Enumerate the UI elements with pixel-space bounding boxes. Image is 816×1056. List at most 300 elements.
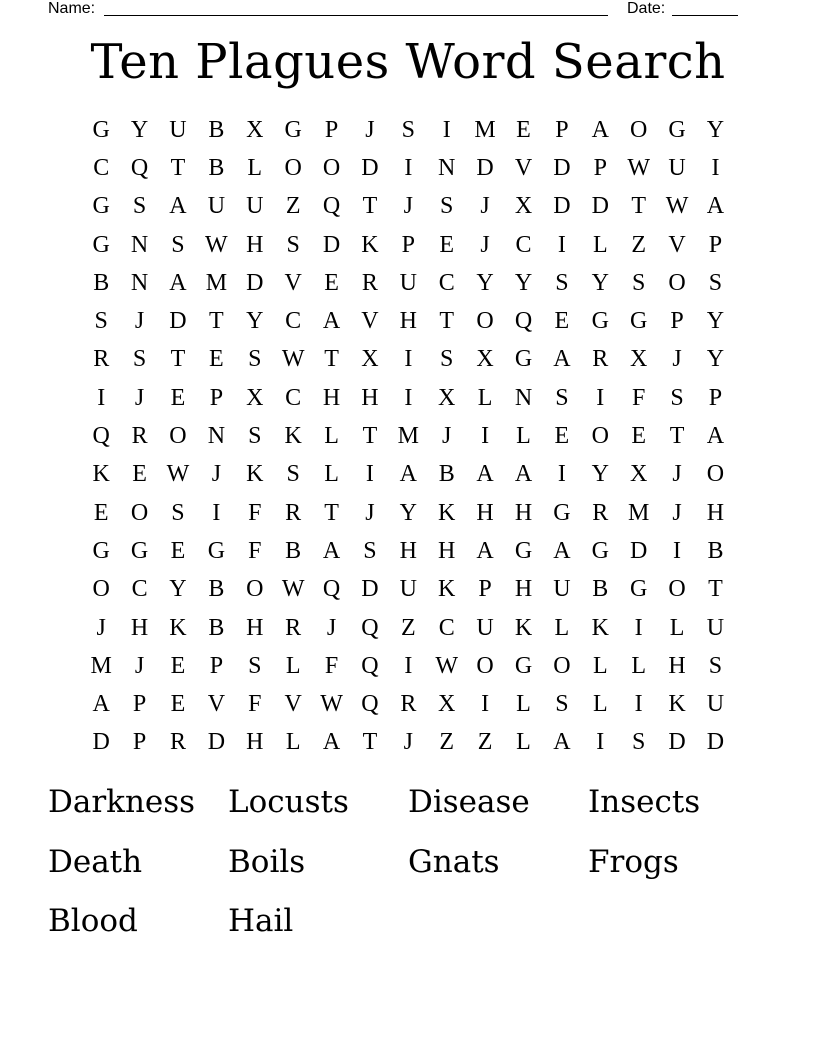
grid-letter: I bbox=[711, 154, 720, 181]
grid-letter: A bbox=[553, 346, 571, 373]
grid-letter: E bbox=[516, 116, 531, 143]
grid-letter: Y bbox=[706, 308, 725, 335]
grid-letter: E bbox=[631, 423, 646, 450]
grid-letter: R bbox=[285, 499, 302, 526]
grid-letter: L bbox=[554, 614, 570, 641]
grid-letter: I bbox=[404, 384, 413, 411]
grid-letter: A bbox=[92, 691, 110, 718]
grid-letter: G bbox=[553, 499, 571, 526]
grid-letter: A bbox=[322, 729, 341, 756]
grid-letter: H bbox=[246, 231, 264, 258]
grid-letter: C bbox=[93, 154, 110, 181]
grid-letter: O bbox=[92, 576, 110, 603]
grid-letter: X bbox=[246, 116, 264, 143]
grid-letter: E bbox=[209, 346, 224, 373]
grid-letter: U bbox=[169, 116, 187, 143]
grid-letter: D bbox=[169, 308, 187, 335]
date-label: Date: bbox=[627, 0, 666, 17]
grid-letter: J bbox=[672, 346, 682, 373]
grid-letter: U bbox=[207, 193, 226, 220]
grid-letter: T bbox=[209, 308, 224, 335]
grid-letter: O bbox=[476, 652, 494, 679]
grid-letter: H bbox=[361, 384, 379, 411]
grid-letter: C bbox=[285, 308, 302, 335]
grid-letter: F bbox=[631, 384, 646, 411]
grid-letter: B bbox=[438, 461, 455, 488]
grid-letter: A bbox=[706, 193, 725, 220]
grid-letter: H bbox=[399, 537, 417, 564]
grid-letter: S bbox=[401, 116, 415, 143]
grid-letter: X bbox=[629, 461, 648, 488]
grid-letter: S bbox=[171, 231, 185, 258]
letter-grid bbox=[82, 111, 735, 762]
grid-letter: S bbox=[631, 269, 646, 296]
grid-letter: Z bbox=[439, 729, 455, 756]
grid-letter: D bbox=[706, 729, 725, 756]
grid-letter: L bbox=[631, 652, 646, 679]
grid-letter: V bbox=[361, 308, 379, 335]
grid-letter: T bbox=[708, 576, 723, 603]
grid-letter: O bbox=[322, 154, 341, 181]
grid-letter: I bbox=[404, 154, 413, 181]
grid-letter: G bbox=[92, 193, 110, 220]
grid-letter: E bbox=[170, 652, 186, 679]
grid-letter: I bbox=[557, 461, 566, 488]
grid-letter: K bbox=[668, 691, 686, 718]
grid-letter: L bbox=[285, 729, 301, 756]
grid-letter: D bbox=[246, 269, 264, 296]
grid-letter: W bbox=[320, 691, 343, 718]
grid-letter: S bbox=[440, 346, 454, 373]
word-list bbox=[48, 780, 768, 959]
grid-letter: D bbox=[207, 729, 226, 756]
grid-letter: L bbox=[592, 231, 608, 258]
word-list-item: Gnats bbox=[408, 843, 500, 880]
grid-letter: D bbox=[92, 729, 110, 756]
grid-letter: O bbox=[284, 154, 302, 181]
grid-letter: E bbox=[132, 461, 147, 488]
grid-letter: N bbox=[514, 384, 533, 411]
word-list-item: Locusts bbox=[228, 784, 349, 820]
grid-letter: Q bbox=[92, 423, 110, 450]
grid-letter: Y bbox=[591, 461, 609, 488]
grid-letter: S bbox=[555, 691, 569, 718]
grid-letter: G bbox=[514, 346, 533, 373]
grid-letter: I bbox=[596, 729, 605, 756]
grid-letter: G bbox=[591, 308, 609, 335]
grid-letter: Z bbox=[400, 614, 416, 641]
grid-letter: L bbox=[477, 384, 493, 411]
grid-letter: R bbox=[592, 499, 609, 526]
grid-letter: U bbox=[553, 576, 571, 603]
grid-letter: H bbox=[668, 652, 686, 679]
grid-letter: P bbox=[209, 384, 224, 411]
grid-letter: H bbox=[322, 384, 341, 411]
grid-letter: W bbox=[166, 461, 190, 488]
grid-letter: K bbox=[92, 461, 110, 488]
grid-letter: D bbox=[668, 729, 686, 756]
grid-letter: Z bbox=[631, 231, 646, 258]
grid-letter: S bbox=[708, 269, 723, 296]
grid-letter: L bbox=[285, 652, 301, 679]
grid-letter: W bbox=[205, 231, 228, 258]
grid-letter: B bbox=[707, 537, 724, 564]
word-list-item: Insects bbox=[588, 784, 701, 820]
grid-letter: J bbox=[672, 461, 682, 488]
grid-letter: V bbox=[207, 691, 226, 718]
grid-letter: G bbox=[130, 537, 149, 564]
grid-letter: A bbox=[322, 308, 341, 335]
grid-letter: X bbox=[514, 193, 533, 220]
grid-letter: I bbox=[481, 423, 490, 450]
grid-letter: N bbox=[207, 423, 226, 450]
grid-letter: D bbox=[553, 193, 571, 220]
grid-letter: S bbox=[286, 231, 300, 258]
grid-letter: J bbox=[480, 193, 490, 220]
grid-letter: T bbox=[170, 154, 186, 181]
grid-letter: Y bbox=[246, 308, 264, 335]
grid-letter: Q bbox=[361, 691, 379, 718]
grid-letter: G bbox=[629, 576, 648, 603]
grid-letter: I bbox=[596, 384, 605, 411]
grid-letter: H bbox=[246, 614, 264, 641]
grid-letter: R bbox=[169, 729, 186, 756]
grid-letter: S bbox=[132, 193, 147, 220]
grid-letter: S bbox=[248, 652, 262, 679]
grid-letter: P bbox=[593, 154, 607, 181]
grid-letter: B bbox=[208, 154, 225, 181]
grid-letter: J bbox=[326, 614, 337, 641]
grid-letter: U bbox=[706, 614, 725, 641]
grid-letter: G bbox=[629, 308, 648, 335]
grid-letter: B bbox=[208, 116, 225, 143]
grid-letter: E bbox=[170, 384, 186, 411]
grid-letter: I bbox=[673, 537, 682, 564]
grid-letter: R bbox=[592, 346, 609, 373]
grid-letter: K bbox=[169, 614, 187, 641]
grid-letter: K bbox=[591, 614, 609, 641]
grid-letter: S bbox=[248, 346, 262, 373]
grid-letter: J bbox=[96, 614, 106, 641]
grid-letter: S bbox=[248, 423, 262, 450]
grid-letter: S bbox=[171, 499, 185, 526]
grid-letter: O bbox=[169, 423, 187, 450]
grid-letter: J bbox=[480, 231, 490, 258]
grid-letter: U bbox=[668, 154, 686, 181]
grid-letter: J bbox=[365, 499, 375, 526]
grid-letter: L bbox=[669, 614, 685, 641]
grid-letter: O bbox=[130, 499, 149, 526]
word-list-item: Frogs bbox=[588, 843, 679, 880]
grid-letter: O bbox=[668, 269, 686, 296]
grid-letter: A bbox=[591, 116, 609, 143]
grid-letter: Q bbox=[130, 154, 149, 181]
grid-letter: I bbox=[404, 346, 413, 373]
grid-letter: R bbox=[93, 346, 110, 373]
word-list-item: Darkness bbox=[48, 784, 196, 820]
grid-letter: K bbox=[246, 461, 264, 488]
grid-letter: L bbox=[324, 423, 339, 450]
grid-letter: M bbox=[627, 499, 650, 526]
grid-letter: L bbox=[247, 154, 263, 181]
grid-letter: U bbox=[399, 576, 417, 603]
grid-letter: A bbox=[169, 269, 187, 296]
grid-letter: D bbox=[591, 193, 609, 220]
grid-letter: V bbox=[514, 154, 533, 181]
grid-letter: N bbox=[130, 269, 149, 296]
grid-letter: B bbox=[208, 576, 225, 603]
grid-letter: D bbox=[361, 154, 379, 181]
grid-letter: M bbox=[397, 423, 419, 450]
grid-letter: W bbox=[281, 576, 305, 603]
grid-letter: X bbox=[438, 384, 456, 411]
grid-letter: F bbox=[248, 499, 262, 526]
grid-letter: I bbox=[481, 691, 490, 718]
grid-letter: H bbox=[706, 499, 725, 526]
grid-letter: E bbox=[439, 231, 455, 258]
grid-letter: T bbox=[631, 193, 646, 220]
grid-letter: P bbox=[708, 384, 723, 411]
grid-letter: S bbox=[631, 729, 646, 756]
grid-letter: I bbox=[634, 614, 643, 641]
grid-letter: Q bbox=[322, 576, 341, 603]
grid-letter: L bbox=[516, 691, 531, 718]
grid-letter: G bbox=[514, 537, 533, 564]
grid-letter: M bbox=[474, 116, 496, 143]
grid-letter: A bbox=[514, 461, 533, 488]
grid-letter: E bbox=[324, 269, 339, 296]
grid-letter: Q bbox=[361, 652, 379, 679]
grid-letter: P bbox=[555, 116, 569, 143]
grid-letter: K bbox=[438, 576, 456, 603]
grid-letter: C bbox=[515, 231, 532, 258]
grid-letter: K bbox=[361, 231, 379, 258]
grid-letter: A bbox=[553, 537, 571, 564]
grid-letter: U bbox=[476, 614, 494, 641]
grid-letter: P bbox=[478, 576, 492, 603]
grid-letter: W bbox=[435, 652, 459, 679]
grid-letter: O bbox=[706, 461, 725, 488]
grid-letter: H bbox=[399, 308, 417, 335]
grid-letter: M bbox=[205, 269, 228, 296]
grid-letter: N bbox=[438, 154, 456, 181]
grid-letter: J bbox=[211, 461, 222, 488]
grid-letter: H bbox=[246, 729, 264, 756]
grid-letter: O bbox=[246, 576, 264, 603]
grid-letter: D bbox=[629, 537, 648, 564]
grid-letter: Z bbox=[477, 729, 493, 756]
grid-letter: G bbox=[668, 116, 686, 143]
grid-letter: J bbox=[365, 116, 375, 143]
grid-letter: A bbox=[322, 537, 341, 564]
grid-letter: T bbox=[170, 346, 186, 373]
grid-letter: X bbox=[246, 384, 264, 411]
grid-letter: H bbox=[514, 576, 533, 603]
grid-letter: P bbox=[132, 691, 147, 718]
header-line bbox=[48, 0, 740, 20]
grid-letter: B bbox=[285, 537, 302, 564]
grid-letter: Q bbox=[322, 193, 341, 220]
grid-letter: L bbox=[592, 652, 608, 679]
grid-letter: G bbox=[92, 231, 110, 258]
grid-letter: H bbox=[476, 499, 494, 526]
grid-letter: O bbox=[668, 576, 686, 603]
grid-letter: S bbox=[555, 269, 569, 296]
grid-letter: H bbox=[514, 499, 533, 526]
grid-letter: T bbox=[362, 423, 378, 450]
grid-letter: J bbox=[134, 652, 145, 679]
grid-letter: V bbox=[668, 231, 686, 258]
grid-letter: G bbox=[207, 537, 226, 564]
grid-letter: K bbox=[438, 499, 456, 526]
name-label: Name: bbox=[48, 0, 96, 17]
grid-letter: V bbox=[284, 691, 302, 718]
grid-letter: E bbox=[170, 691, 186, 718]
grid-letter: L bbox=[324, 461, 339, 488]
grid-letter: R bbox=[131, 423, 148, 450]
grid-letter: S bbox=[286, 461, 300, 488]
grid-letter: D bbox=[476, 154, 494, 181]
grid-letter: T bbox=[362, 729, 378, 756]
grid-letter: F bbox=[248, 691, 262, 718]
grid-letter: O bbox=[476, 308, 494, 335]
word-list-item: Blood bbox=[48, 903, 138, 939]
grid-letter: T bbox=[669, 423, 685, 450]
word-list-item: Boils bbox=[228, 843, 306, 880]
grid-letter: S bbox=[363, 537, 377, 564]
grid-letter: R bbox=[285, 614, 302, 641]
grid-letter: T bbox=[439, 308, 455, 335]
grid-letter: S bbox=[670, 384, 684, 411]
grid-letter: L bbox=[516, 423, 531, 450]
grid-letter: I bbox=[97, 384, 106, 411]
grid-letter: A bbox=[706, 423, 725, 450]
grid-letter: D bbox=[361, 576, 379, 603]
grid-letter: Y bbox=[130, 116, 149, 143]
grid-letter: C bbox=[438, 614, 455, 641]
grid-letter: A bbox=[476, 461, 494, 488]
grid-letter: F bbox=[248, 537, 262, 564]
grid-letter: B bbox=[208, 614, 225, 641]
grid-letter: A bbox=[476, 537, 494, 564]
grid-letter: O bbox=[553, 652, 571, 679]
grid-letter: S bbox=[440, 193, 454, 220]
grid-letter: W bbox=[281, 346, 305, 373]
grid-letter: Y bbox=[169, 576, 187, 603]
grid-letter: G bbox=[591, 537, 609, 564]
grid-letter: J bbox=[403, 729, 413, 756]
grid-letter: E bbox=[554, 423, 570, 450]
grid-letter: C bbox=[438, 269, 455, 296]
grid-letter: L bbox=[592, 691, 608, 718]
grid-letter: W bbox=[665, 193, 689, 220]
grid-letter: Z bbox=[285, 193, 301, 220]
grid-letter: G bbox=[92, 116, 110, 143]
grid-letter: R bbox=[400, 691, 417, 718]
grid-letter: I bbox=[404, 652, 413, 679]
grid-letter: U bbox=[706, 691, 725, 718]
grid-letter: K bbox=[284, 423, 302, 450]
page-title: Ten Plagues Word Search bbox=[90, 34, 726, 90]
name-blank-line[interactable] bbox=[104, 15, 608, 16]
grid-letter: S bbox=[555, 384, 569, 411]
grid-letter: Y bbox=[706, 346, 725, 373]
grid-letter: P bbox=[209, 652, 224, 679]
word-list-item: Hail bbox=[228, 903, 294, 939]
grid-letter: X bbox=[629, 346, 648, 373]
grid-letter: Q bbox=[361, 614, 379, 641]
grid-letter: H bbox=[130, 614, 149, 641]
grid-letter: B bbox=[592, 576, 609, 603]
grid-letter: Y bbox=[476, 269, 494, 296]
grid-letter: U bbox=[246, 193, 264, 220]
grid-letter: Q bbox=[514, 308, 533, 335]
grid-letter: Y bbox=[399, 499, 417, 526]
grid-letter: Y bbox=[591, 269, 609, 296]
grid-letter: A bbox=[553, 729, 571, 756]
grid-letter: E bbox=[93, 499, 109, 526]
grid-letter: U bbox=[399, 269, 417, 296]
grid-letter: G bbox=[514, 652, 533, 679]
grid-letter: P bbox=[670, 308, 684, 335]
grid-letter: S bbox=[94, 308, 108, 335]
grid-letter: T bbox=[324, 346, 339, 373]
grid-letter: D bbox=[322, 231, 341, 258]
grid-letter: P bbox=[324, 116, 339, 143]
grid-letter: G bbox=[92, 537, 110, 564]
word-list-item: Disease bbox=[408, 784, 530, 820]
grid-letter: S bbox=[708, 652, 723, 679]
grid-letter: R bbox=[361, 269, 378, 296]
grid-letter: J bbox=[672, 499, 682, 526]
date-blank-line[interactable] bbox=[672, 15, 738, 16]
grid-letter: T bbox=[362, 193, 378, 220]
grid-letter: J bbox=[134, 384, 145, 411]
grid-letter: C bbox=[131, 576, 148, 603]
grid-letter: O bbox=[629, 116, 648, 143]
grid-letter: I bbox=[557, 231, 566, 258]
grid-letter: I bbox=[634, 691, 643, 718]
grid-letter: F bbox=[324, 652, 339, 679]
grid-letter: W bbox=[627, 154, 650, 181]
grid-letter: M bbox=[90, 652, 112, 679]
word-list-item: Death bbox=[48, 843, 143, 880]
grid-letter: X bbox=[476, 346, 494, 373]
grid-letter: X bbox=[361, 346, 379, 373]
grid-letter: P bbox=[708, 231, 723, 258]
grid-letter: I bbox=[442, 116, 451, 143]
grid-letter: P bbox=[132, 729, 147, 756]
grid-letter: A bbox=[399, 461, 417, 488]
grid-letter: J bbox=[403, 193, 413, 220]
grid-letter: G bbox=[284, 116, 302, 143]
grid-letter: I bbox=[365, 461, 374, 488]
grid-letter: Y bbox=[514, 269, 533, 296]
grid-letter: I bbox=[212, 499, 221, 526]
grid-letter: C bbox=[285, 384, 302, 411]
grid-letter: E bbox=[554, 308, 570, 335]
grid-letter: E bbox=[170, 537, 186, 564]
grid-letter: S bbox=[132, 346, 147, 373]
grid-letter: V bbox=[284, 269, 302, 296]
grid-letter: B bbox=[93, 269, 110, 296]
grid-letter: J bbox=[442, 423, 452, 450]
grid-letter: J bbox=[134, 308, 145, 335]
grid-letter: L bbox=[516, 729, 531, 756]
grid-letter: O bbox=[591, 423, 609, 450]
grid-letter: H bbox=[438, 537, 456, 564]
grid-letter: D bbox=[553, 154, 571, 181]
